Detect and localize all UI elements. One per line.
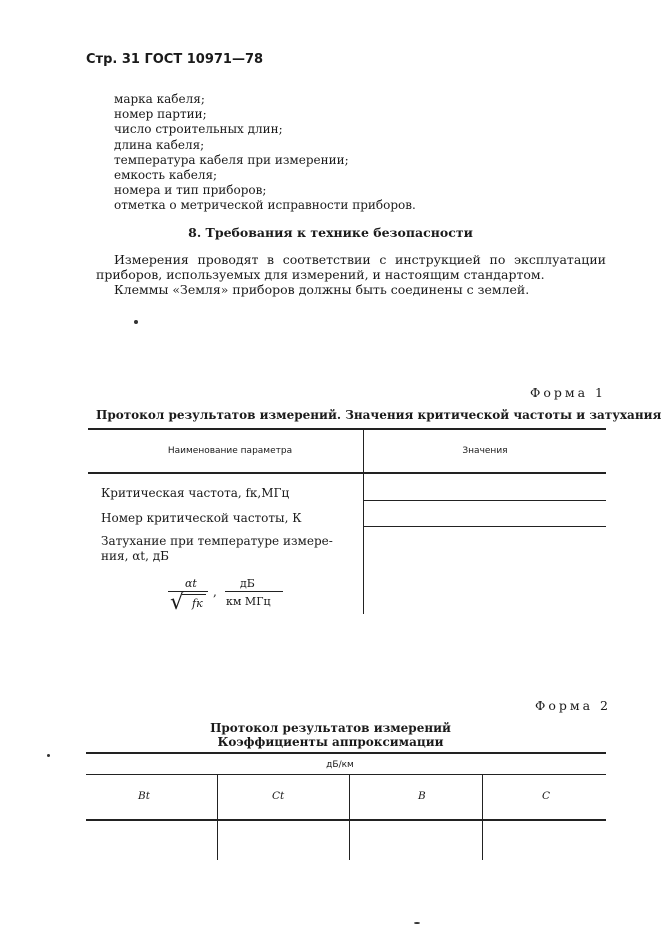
column-header-b: B — [418, 790, 426, 802]
section-title: 8. Требования к технике безопасности — [188, 225, 473, 240]
table-rule — [88, 472, 606, 474]
formula-unit-denominator: км МГц — [226, 595, 271, 608]
page-header: Стр. 31 ГОСТ 10971—78 — [86, 52, 264, 67]
formula-comma: , — [213, 585, 217, 599]
table-rule — [86, 752, 606, 754]
table-divider — [349, 775, 350, 860]
column-header-ct: Ct — [272, 790, 285, 802]
table-rule — [86, 774, 606, 775]
table-rule — [86, 819, 606, 821]
table-divider — [482, 775, 483, 860]
table-cell: ния, αt, дБ — [101, 549, 169, 563]
safety-paragraphs — [96, 252, 606, 297]
scan-speck — [47, 754, 50, 757]
list-item: емкость кабеля; — [114, 168, 218, 183]
column-header-bt: Bt — [138, 790, 150, 802]
fraction-bar — [225, 591, 283, 592]
table-cell: Затухание при температуре измере- — [101, 534, 333, 548]
scan-speck — [414, 922, 420, 924]
list-item: отметка о метрической исправности приборов. — [114, 198, 416, 213]
table-rule — [88, 428, 606, 430]
paragraph: Клеммы «Земля» приборов должны быть соединены с землей. — [114, 282, 530, 297]
attenuation-formula — [168, 577, 288, 617]
column-header-values: Значения — [462, 446, 508, 456]
list-item: номера и тип приборов; — [114, 183, 267, 198]
unit-header: дБ/км — [326, 760, 354, 770]
formula-denominator: fк — [192, 597, 203, 610]
protocol-items-list — [114, 92, 416, 214]
form1-title: Протокол результатов измерений. Значения критической частоты и затухания — [96, 408, 661, 422]
form2-label: Форма 2 — [535, 698, 612, 713]
list-item: марка кабеля; — [114, 92, 205, 106]
table-rule — [363, 500, 606, 501]
radical-bar — [182, 594, 206, 595]
list-item: температура кабеля при измерении; — [114, 152, 349, 167]
formula-numerator: αt — [185, 577, 197, 590]
table-divider — [217, 775, 218, 860]
formula-unit-numerator: дБ — [240, 577, 255, 590]
list-item: номер партии; — [114, 107, 207, 122]
table-rule — [363, 526, 606, 527]
form2-title-line: Коэффициенты аппроксимации — [217, 735, 444, 749]
list-item: длина кабеля; — [114, 137, 205, 152]
paragraph: Измерения проводят в соответствии с инструкцией по эксплуатации приборов, используемых для измерений, и настоящим стандартом. — [96, 252, 606, 282]
scan-speck — [134, 320, 138, 324]
table-cell: Номер критической частоты, К — [101, 511, 302, 525]
form2-title — [0, 721, 661, 749]
column-header-c: C — [542, 790, 551, 802]
form1-label: Форма 1 — [530, 385, 607, 400]
table-divider — [363, 430, 364, 614]
column-header-parameter: Наименование параметра — [167, 446, 293, 456]
list-item: число строительных длин; — [114, 122, 283, 137]
radical-sign: √ — [170, 590, 185, 615]
table-cell: Критическая частота, fк,МГц — [101, 486, 290, 500]
form2-title-line: Протокол результатов измерений — [210, 721, 451, 735]
